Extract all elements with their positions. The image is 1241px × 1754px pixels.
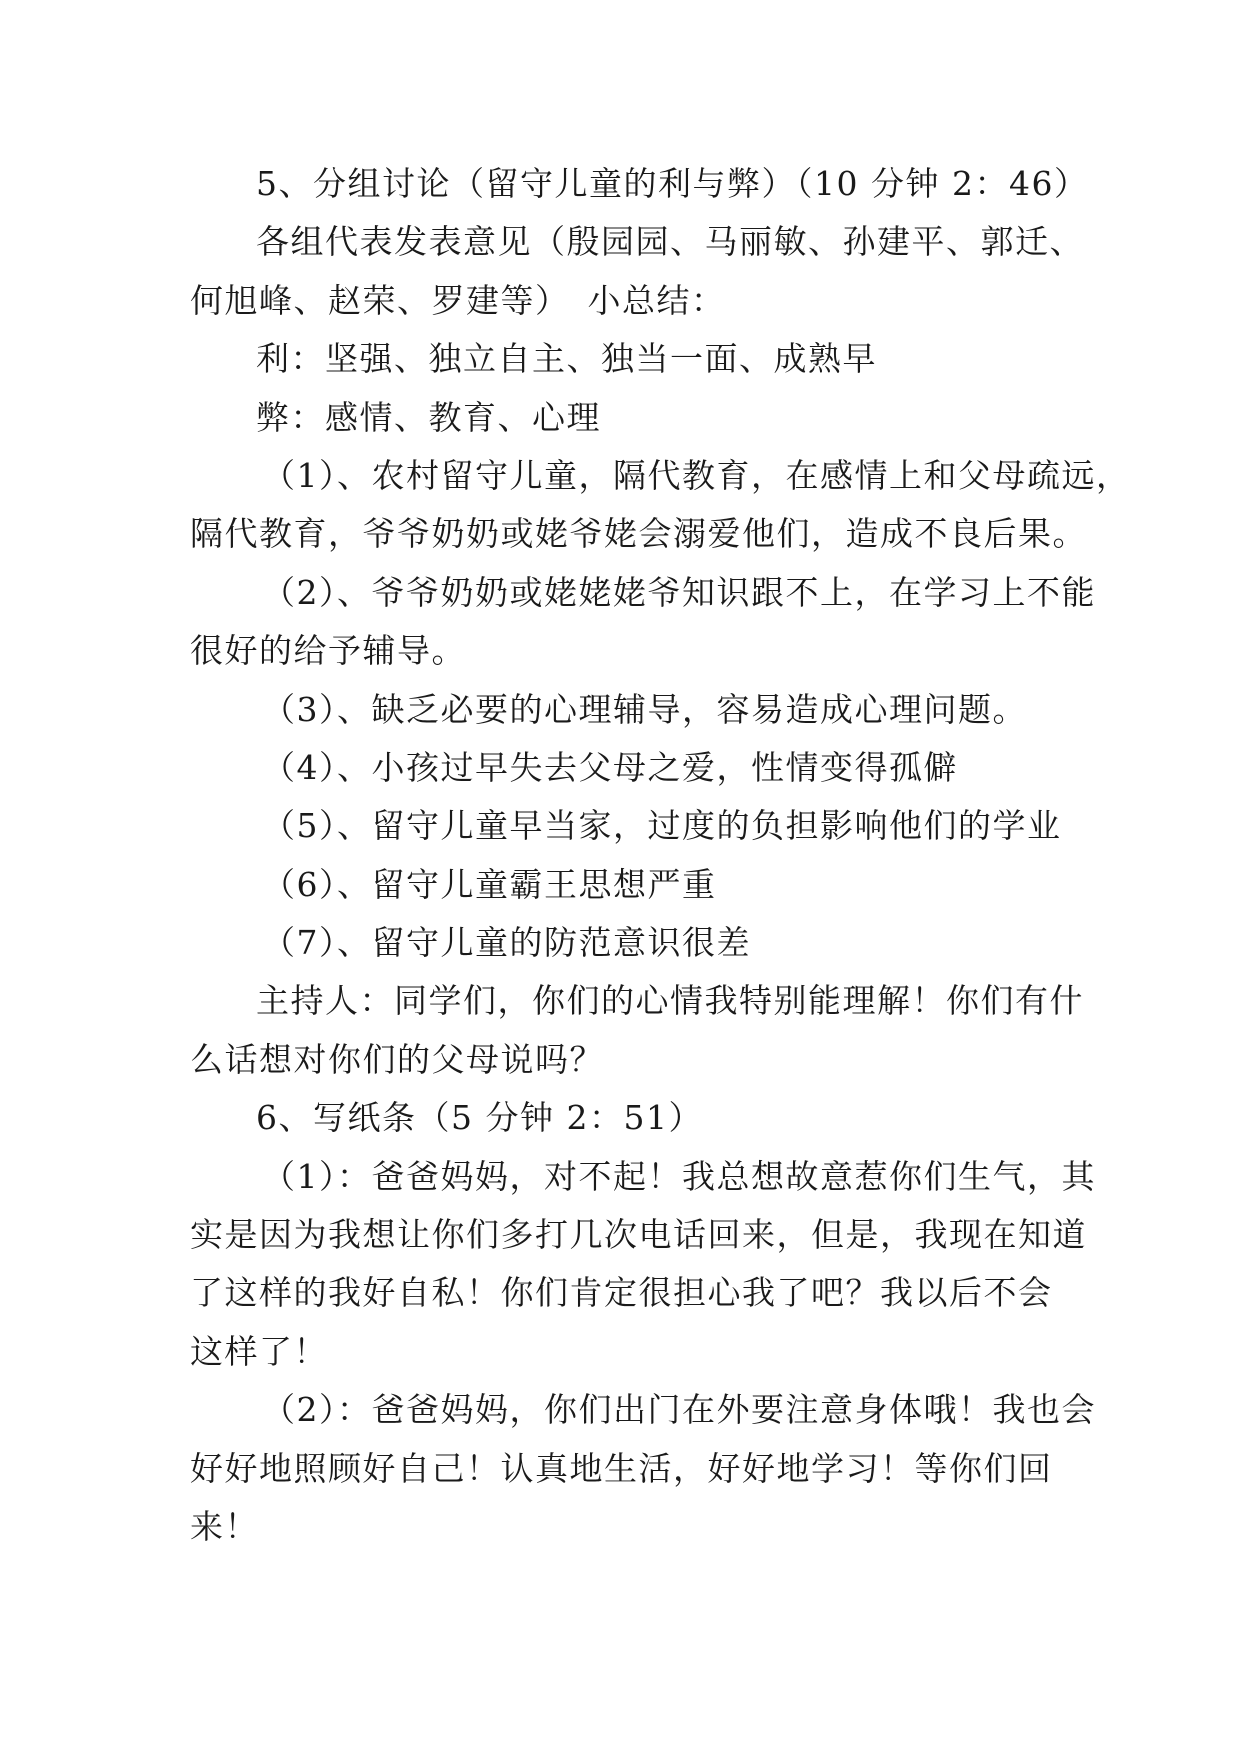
text-line: 这样了！	[190, 1331, 328, 1371]
text-line: 来！	[190, 1506, 259, 1546]
text-line: （1）、农村留守儿童，隔代教育，在感情上和父母疏远，	[262, 455, 1131, 495]
text-line: 了这样的我好自私！你们肯定很担心我了吧？我以后不会	[190, 1273, 1053, 1313]
text-line: （3）、缺乏必要的心理辅导，容易造成心理问题。	[262, 689, 1027, 729]
document-body	[190, 155, 1131, 1556]
text-line: 5、分组讨论（留守儿童的利与弊）（10 分钟 2：46）	[256, 164, 1089, 203]
text-line: （1）：爸爸妈妈，对不起！我总想故意惹你们生气，其	[262, 1156, 1096, 1196]
text-line: 6、写纸条（5 分钟 2：51）	[256, 1098, 703, 1138]
text-line: 实是因为我想让你们多打几次电话回来，但是，我现在知道	[190, 1215, 1087, 1255]
text-line: 好好地照顾好自己！认真地生活，好好地学习！等你们回	[190, 1448, 1053, 1488]
text-line: 何旭峰、赵荣、罗建等） 小总结：	[190, 280, 726, 320]
text-line: 各组代表发表意见（殷园园、马丽敏、孙建平、郭迁、	[256, 222, 1084, 262]
text-line: （6）、留守儿童霸王思想严重	[262, 864, 717, 904]
text-line: （2）：爸爸妈妈，你们出门在外要注意身体哦！我也会	[262, 1390, 1096, 1430]
text-line: （7）、留守儿童的防范意识很差	[262, 923, 751, 963]
text-line: 很好的给予辅导。	[190, 631, 466, 671]
text-line: 利：坚强、独立自主、独当一面、成熟早	[256, 339, 877, 379]
text-line: 隔代教育，爷爷奶奶或姥爷姥会溺爱他们，造成不良后果。	[190, 514, 1087, 554]
text-line: （2）、爷爷奶奶或姥姥姥爷知识跟不上，在学习上不能	[262, 572, 1096, 612]
text-line: （5）、留守儿童早当家，过度的负担影响他们的学业	[262, 806, 1062, 846]
text-line: 弊：感情、教育、心理	[256, 397, 601, 437]
text-line: （4）、小孩过早失去父母之爱，性情变得孤僻	[262, 747, 958, 787]
text-line: 么话想对你们的父母说吗？	[190, 1039, 604, 1079]
text-line: 主持人：同学们，你们的心情我特别能理解！你们有什	[256, 981, 1084, 1021]
